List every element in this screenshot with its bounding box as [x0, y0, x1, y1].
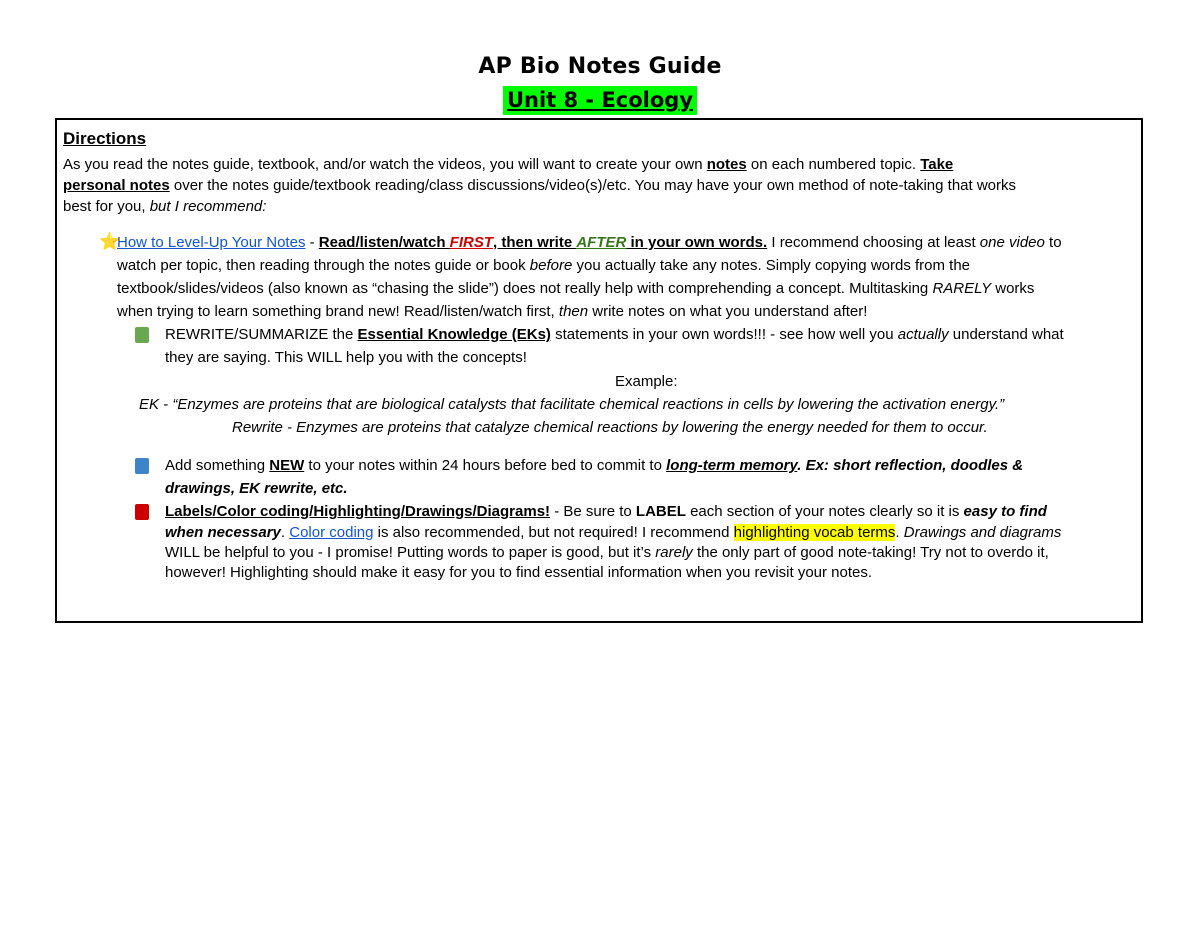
text: each section of your notes clearly so it is [685, 503, 964, 520]
text: the only part of good note-taking! Try not to overdo it, [692, 544, 1049, 561]
after-emphasis: AFTER [576, 234, 627, 251]
text: RARELY [932, 280, 992, 297]
item2-line-1 [165, 455, 1023, 476]
directions-line-3 [63, 196, 266, 217]
tip-line-2 [117, 255, 970, 276]
directions-line-2 [63, 175, 1016, 196]
text: , then write [493, 234, 577, 251]
example-label: Example: [615, 373, 678, 390]
subtitle-wrap [0, 86, 1200, 115]
text: REWRITE/SUMMARIZE the [165, 326, 358, 343]
green-book-icon [135, 327, 149, 343]
text: I recommend choosing at least [767, 234, 980, 251]
color-coding-link[interactable]: Color coding [289, 524, 374, 541]
text: - Be sure to [550, 503, 636, 520]
text: to [1044, 234, 1062, 251]
text: textbook/slides/videos (also known as “chasing the slide”) does not really help with comprehending a concept. Multitasking [117, 280, 933, 297]
tip-line-4 [117, 301, 867, 322]
text: watch per topic, then reading through the notes guide or book [117, 257, 530, 274]
text: works [991, 280, 1035, 297]
labels-emphasis: Labels/Color coding/Highlighting/Drawings/Diagrams! [165, 503, 551, 520]
easy-to-find-emphasis: easy to find [963, 503, 1047, 520]
first-emphasis: FIRST [449, 234, 493, 251]
text: you actually take any notes. Simply copying words from the [572, 257, 971, 274]
item2-line-2: drawings, EK rewrite, etc. [165, 480, 348, 497]
text: actually [897, 326, 949, 343]
highlighted-vocab-terms: highlighting vocab terms [733, 524, 896, 541]
unit-subtitle: Unit 8 - Ecology [503, 86, 697, 115]
text: best for you, [63, 198, 150, 215]
item3-line-2 [165, 522, 1061, 543]
recommend-text: but I recommend: [149, 198, 267, 215]
item3-line-1 [165, 501, 1047, 522]
long-term-memory-emphasis: long-term memory [666, 457, 798, 474]
text: . Ex: short reflection, doodles & [797, 457, 1024, 474]
rewrite-example: Rewrite - Enzymes are proteins that catalyze chemical reactions by lowering the energy needed for them to occur. [232, 419, 988, 436]
text: write notes on what you understand after! [588, 303, 868, 320]
ek-emphasis: Essential Knowledge (EKs) [357, 326, 551, 343]
text: when necessary [165, 524, 281, 541]
page-title: AP Bio Notes Guide [478, 54, 722, 79]
item1-line-1 [165, 324, 1064, 345]
text: . [895, 524, 904, 541]
level-up-notes-link[interactable]: How to Level-Up Your Notes [117, 234, 306, 251]
blue-book-icon [135, 458, 149, 474]
notes-emphasis: notes [706, 156, 747, 173]
new-emphasis: NEW [269, 457, 305, 474]
item1-line-2: they are saying. This WILL help you with the concepts! [165, 349, 527, 366]
text: . [280, 524, 290, 541]
star-icon: ⭐ [99, 232, 121, 251]
directions-heading: Directions [63, 129, 147, 148]
text: before [529, 257, 573, 274]
item3-line-3 [165, 542, 1049, 563]
take-emphasis: Take [920, 156, 954, 173]
ek-example: EK - “Enzymes are proteins that are biological catalysts that facilitate chemical reactions in cells by lowering the activation energy.” [139, 396, 1005, 413]
item3-line-4: however! Highlighting should make it easy for you to find essential information when you revisit your notes. [165, 564, 873, 581]
text: then [558, 303, 589, 320]
text: statements in your own words!!! - see how well you [550, 326, 898, 343]
text: Add something [165, 457, 270, 474]
personal-notes-emphasis: personal notes [63, 177, 170, 194]
text: - [305, 234, 319, 251]
text: one video [979, 234, 1045, 251]
text: rarely [655, 544, 693, 561]
text: Read/listen/watch [318, 234, 450, 251]
directions-box [55, 118, 1143, 623]
text: on each numbered topic. [746, 156, 921, 173]
text: to your notes within 24 hours before bed to commit to [304, 457, 667, 474]
text: over the notes guide/textbook reading/class discussions/video(s)/etc. You may have your own method of note-taking that works [169, 177, 1017, 194]
text: is also recommended, but not required! I recommend [373, 524, 734, 541]
text: when trying to learn something brand new! Read/listen/watch first, [117, 303, 559, 320]
directions-line-1 [63, 154, 953, 175]
tip-line-1 [117, 232, 1062, 253]
label-emphasis: LABEL [635, 503, 686, 520]
text: understand what [948, 326, 1064, 343]
text: Drawings and diagrams [903, 524, 1062, 541]
tip-line-3 [117, 278, 1034, 299]
text: in your own words. [626, 234, 768, 251]
red-book-icon [135, 504, 149, 520]
text: As you read the notes guide, textbook, and/or watch the videos, you will want to create your own [63, 156, 707, 173]
text: WILL be helpful to you - I promise! Putting words to paper is good, but it’s [165, 544, 656, 561]
